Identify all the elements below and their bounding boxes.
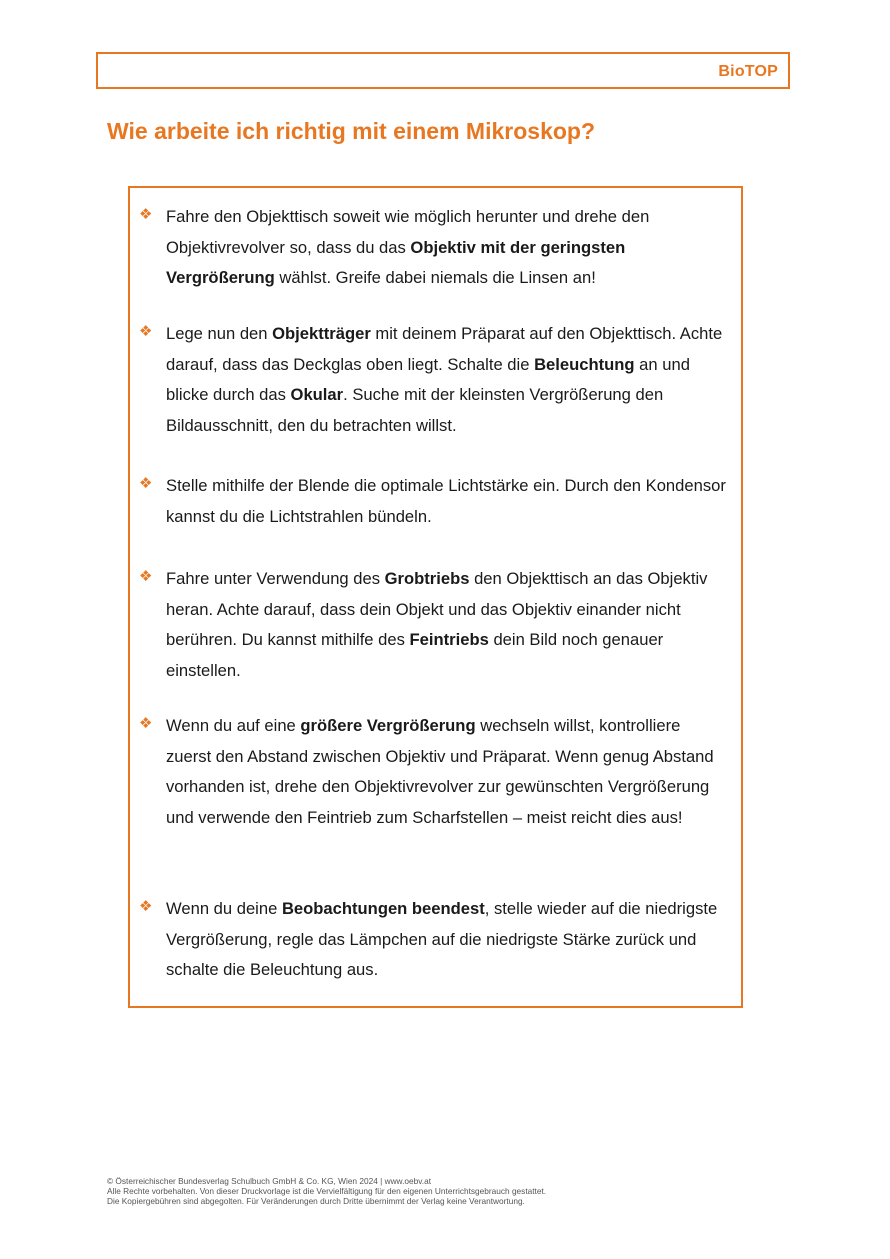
body-text: Wenn du deine [166,899,282,918]
body-text: Fahre unter Verwendung des [166,569,385,588]
body-text: dein Bild noch genauer einstellen. [166,630,664,680]
page-title: Wie arbeite ich richtig mit einem Mikroskop? [107,118,596,144]
body-text: Stelle mithilfe der Blende die optimale Lichtstärke ein. Durch den Kondensor kannst du die Lichtstrahlen bündeln. [166,476,726,526]
body-text: den Objekttisch an das Objektiv heran. Achte darauf, dass dein Objekt und das Objektiv einander nicht berühren. Du kannst mithilfe des [166,569,708,649]
emphasis-text: größere Vergrößerung [300,716,476,735]
body-text: an und blicke durch das [166,354,690,404]
diamond-bullet-icon: ❖ [139,714,153,732]
diamond-bullet-icon: ❖ [139,567,153,585]
instruction-text [166,202,729,294]
body-text: Lege nun den [166,324,273,343]
emphasis-text: Grobtriebs [384,569,470,588]
body-text: . Suche mit der kleinsten Vergrößerung den Bildausschnitt, den du betrachten willst. [166,385,664,435]
instruction-text [166,471,729,532]
diamond-bullet-icon: ❖ [139,897,153,915]
instruction-item [139,202,729,294]
body-text: Wenn du auf eine [166,716,301,735]
diamond-bullet-icon: ❖ [139,322,153,340]
instruction-item [139,894,729,986]
emphasis-text: Objektiv mit der geringsten Vergrößerung [166,237,626,287]
emphasis-text: Feintriebs [409,630,489,649]
brand-label: BioTOP [718,63,778,80]
footer-line: Die Kopiergebühren sind abgegolten. Für Veränderungen durch Dritte übernimmt der Verlag keine Verantwortung. [107,1196,525,1206]
instruction-item [139,319,729,441]
instruction-item [139,564,729,686]
instruction-text [166,319,729,441]
instructions-box [128,186,743,1008]
diamond-bullet-icon: ❖ [139,474,153,492]
emphasis-text: Beleuchtung [534,354,635,374]
body-text: wählst. Greife dabei niemals die Linsen an! [274,268,596,287]
emphasis-text: Objektträger [272,324,371,343]
copyright-footer [107,1176,546,1206]
diamond-bullet-icon: ❖ [139,205,153,223]
instruction-text [166,894,729,986]
instruction-item [139,471,729,532]
footer-line: Alle Rechte vorbehalten. Von dieser Druckvorlage ist die Vervielfältigung für den eigenen Unterrichtsgebrauch gestattet. [107,1186,547,1196]
instruction-text [166,711,729,833]
header-bar [96,52,790,89]
body-text: wechseln willst, kontrolliere zuerst den Abstand zwischen Objektiv und Präparat. Wenn genug Abstand vorhanden ist, drehe den Objektivrevolver zur gewünschten Vergrößerung und verwende den Feintrieb zum Scharfstellen – meist reicht dies aus! [166,716,714,827]
emphasis-text: Okular [290,385,344,404]
instruction-item [139,711,729,833]
emphasis-text: Beobachtungen beendest [281,899,485,918]
body-text: mit deinem Präparat auf den Objekttisch. Achte darauf, dass das Deckglas oben liegt. Schalte die [166,324,723,374]
body-text: Fahre den Objekttisch soweit wie möglich herunter und drehe den Objektivrevolver so, dass du das [166,207,650,257]
body-text: , stelle wieder auf die niedrigste Vergrößerung, regle das Lämpchen auf die niedrigste Stärke zurück und schalte die Beleuchtung aus. [166,899,718,979]
instruction-text [166,564,729,686]
footer-line: © Österreichischer Bundesverlag Schulbuch GmbH & Co. KG, Wien 2024 | www.oebv.at [107,1176,431,1186]
